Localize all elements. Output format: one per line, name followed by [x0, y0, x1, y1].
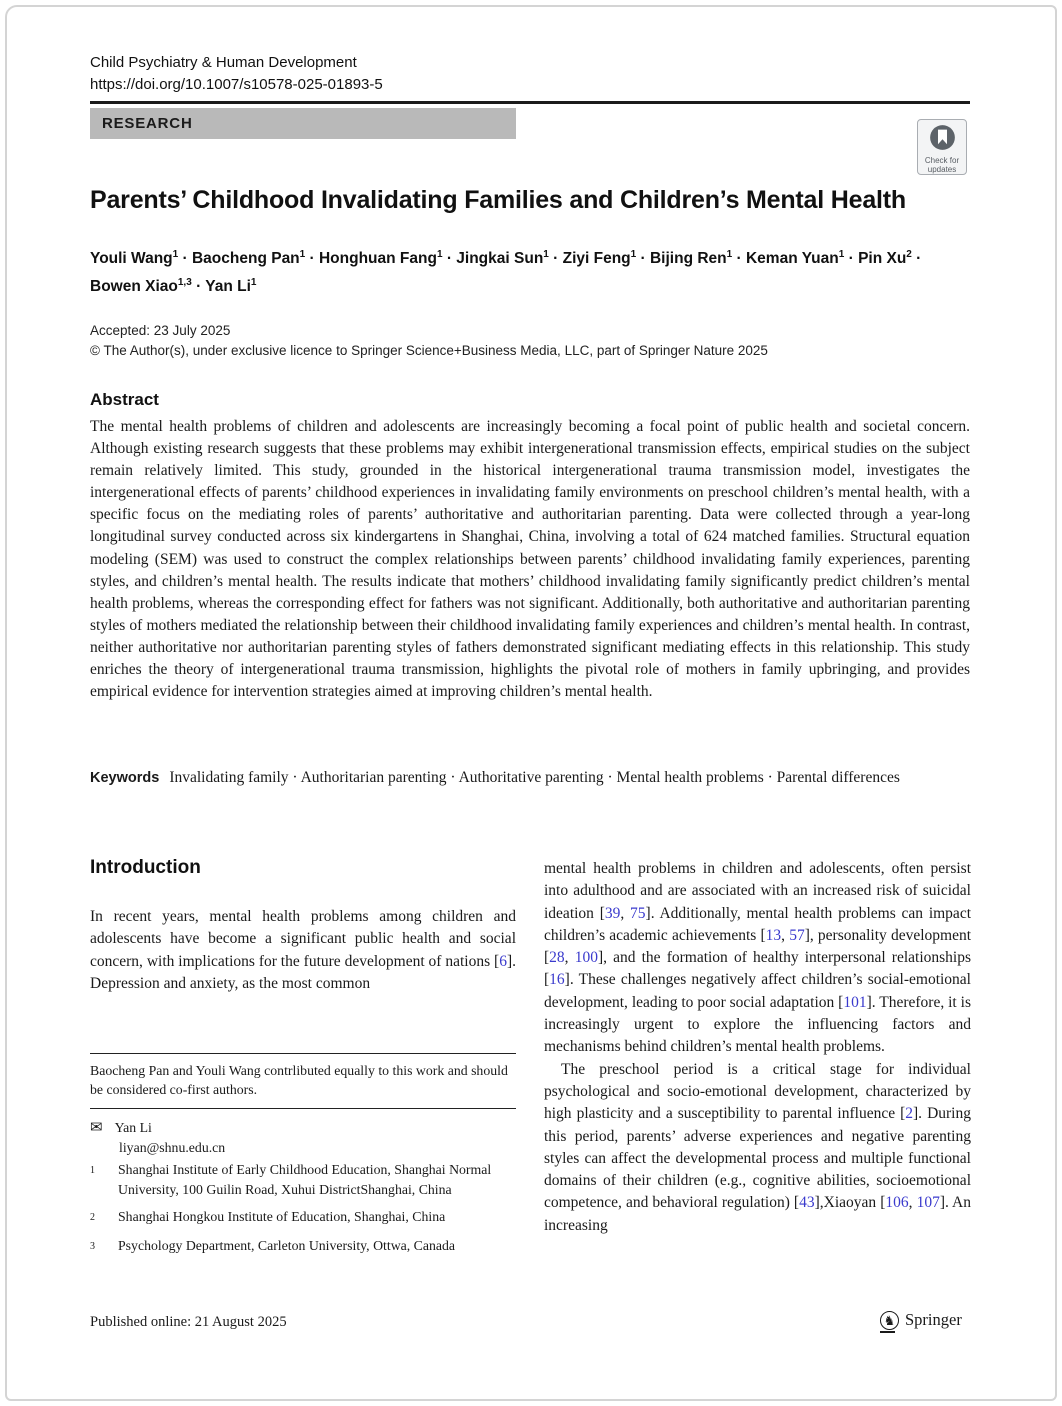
- envelope-icon: ✉: [90, 1120, 103, 1136]
- affiliation-number: 1: [90, 1165, 95, 1176]
- springer-knight-icon: ♞: [880, 1311, 899, 1330]
- introduction-heading: Introduction: [90, 857, 201, 878]
- reference-link[interactable]: 6: [499, 952, 507, 970]
- correspondence-name: Yan Li: [114, 1120, 152, 1135]
- accepted-date: Accepted: 23 July 2025: [90, 323, 231, 338]
- reference-link[interactable]: 28: [549, 949, 565, 967]
- affiliation-text: Psychology Department, Carleton University, Ottwa, Canada: [118, 1237, 456, 1253]
- right-column: [544, 858, 971, 1237]
- affiliation-item: [90, 1236, 516, 1257]
- article-meta: [90, 321, 970, 361]
- springer-wordmark: Springer: [905, 1310, 962, 1329]
- paper-title: Parents’ Childhood Invalidating Families and Children’s Mental Health: [90, 186, 906, 214]
- affiliation-item: [90, 1160, 516, 1199]
- check-badge-label-1: Check for: [924, 156, 960, 165]
- reference-link[interactable]: 13: [765, 926, 782, 944]
- journal-name: Child Psychiatry & Human Development: [90, 54, 357, 71]
- reference-link[interactable]: 100: [574, 949, 598, 967]
- reference-link[interactable]: 16: [549, 971, 565, 989]
- journal-header: [90, 52, 790, 96]
- footnote-divider-top: [90, 1053, 516, 1054]
- abstract-text: The mental health problems of children and adolescents are increasingly becoming a focal point of public health and societal concern. Although existing research suggests that these problems may exhibit intergenerational transmission effects, empirical studies on the subject remain relatively limited. This study, grounded in the historical intergenerational trauma transmission model, investigates the intergenerational effects of parents’ childhood experiences in invalidating family environments on preschool children’s mental health, with a specific focus on the mediating roles of parents’ authoritative and authoritarian parenting. Data were collected through a year-long longitudinal survey conducted across six kindergartens in Shanghai, China, involving a total of 624 matched families. Structural equation modeling (SEM) was used to construct the complex relationships between parents’ childhood invalidating family experiences, parenting styles, and children’s mental health. The results indicate that mothers’ childhood invalidating family significantly predict children’s mental health problems, whereas the corresponding effect for fathers was not significant. Additionally, both authoritative and authoritarian parenting styles of mothers mediated the relationship between their childhood invalidating family experiences and children’s mental health. In contrast, neither authoritative nor authoritarian parenting styles of fathers demonstrated significant mediating effects in this relationship. This study enriches the theory of intergenerational trauma transmission, highlights the pivotal role of mothers in family upbringing, and provides empirical evidence for intervention strategies aimed at improving children’s mental health.: [90, 418, 970, 701]
- keywords-list: Invalidating family · Authoritarian parenting · Authoritative parenting · Mental health problems · Parental differences: [169, 769, 900, 786]
- reference-link[interactable]: 57: [789, 926, 805, 944]
- bookmark-icon: [929, 124, 956, 151]
- reference-link[interactable]: 75: [630, 904, 646, 922]
- intro-paragraph-left: In recent years, mental health problems among children and adolescents have become a significant public health and social concern, with implications for the future development of nations [6]. Depression and anxiety, as the most common: [90, 908, 516, 992]
- affiliation-number: 3: [90, 1240, 95, 1252]
- header-rule: [90, 101, 970, 104]
- reference-link[interactable]: 101: [843, 993, 867, 1011]
- affiliation-item: [90, 1207, 516, 1228]
- springer-logo: [880, 1310, 972, 1330]
- correspondence-block: [90, 1118, 516, 1157]
- correspondence-email[interactable]: liyan@shnu.edu.cn: [119, 1140, 226, 1155]
- keywords-label: Keywords: [90, 770, 160, 786]
- body-paragraph-2: The preschool period is a critical stage for individual psychological and socio-emotional development, characterized by high plasticity and a susceptibility to parental influence [2]. During this period, parents’ adverse experiences and negative parenting styles can affect the developmental process and multiple functional domains of their children (e.g., cognitive abilities, socioemotional competence, and behavioral regulation) [43],Xiaoyan [106, 107]. An increasing: [544, 1060, 971, 1234]
- published-online: Published online: 21 August 2025: [90, 1314, 287, 1330]
- keywords-line: [90, 766, 970, 790]
- check-for-updates-badge[interactable]: [917, 119, 967, 175]
- abstract-heading: Abstract: [90, 390, 159, 409]
- author-list: Youli Wang$^1$ · Baocheng Pan$^1$ · Honghuan Fang$^1$ · Jingkai Sun$^1$ · Ziyi Feng$^1$ · Bijing Ren$^1$ · Keman Yuan$^1$ · Pin $Xu^2$ · Bowen Xiao$^{1,3}$ · Yan Li$^1$: [90, 249, 922, 296]
- article-type-badge: RESEARCH: [90, 108, 516, 139]
- affiliation-text: Shanghai Institute of Early Childhood Education, Shanghai Normal University, 100 Guilin Road, Xuhui DistrictShanghai, China: [118, 1162, 492, 1197]
- reference-link[interactable]: 107: [916, 1194, 940, 1212]
- affiliation-text: Shanghai Hongkou Institute of Education, Shanghai, China: [118, 1209, 446, 1224]
- cofirst-note: Baocheng Pan and Youli Wang contrlibuted equally to this work and should be considered co-first authors.: [90, 1063, 508, 1097]
- affiliations-list: [90, 1160, 516, 1264]
- reference-link[interactable]: 39: [604, 904, 621, 922]
- reference-link[interactable]: 106: [885, 1194, 909, 1212]
- reference-link[interactable]: 2: [905, 1105, 914, 1123]
- footnote-divider-bottom: [90, 1108, 516, 1109]
- body-paragraph-1: mental health problems in children and adolescents, often persist into adulthood and are associated with an increased risk of suicidal ideation [39, 75]. Additionally, mental health problems can impact children’s academic achievements [13, 57], personality development [28, 100], and the formation of healthy interpersonal relationships [16]. These challenges negatively affect children’s social-emotional development, leading to poor social adaptation [101]. Therefore, it is increasingly urgent to explore the influencing factors and mechanisms behind children’s mental health problems.: [544, 860, 972, 1056]
- copyright-notice: © The Author(s), under exclusive licence to Springer Science+Business Media, LLC, part of Springer Nature 2025: [90, 343, 768, 358]
- check-badge-label-2: updates: [927, 165, 957, 174]
- affiliation-number: 2: [90, 1212, 95, 1223]
- doi-link[interactable]: https://doi.org/10.1007/s10578-025-01893-5: [90, 76, 383, 93]
- reference-link[interactable]: 43: [799, 1194, 815, 1212]
